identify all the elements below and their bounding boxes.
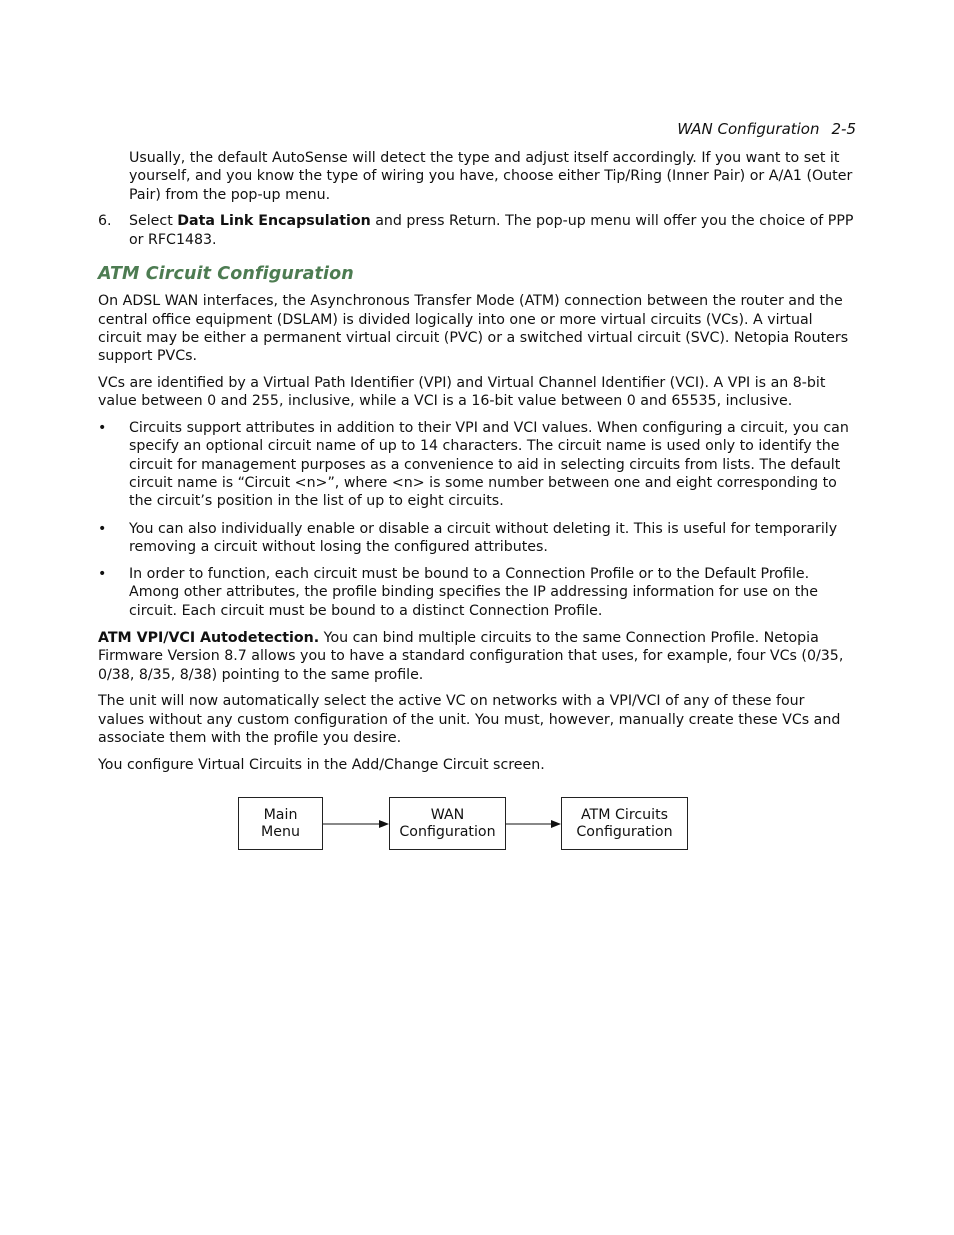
box-label: WAN Configuration	[399, 806, 496, 840]
autodetection-label: ATM VPI/VCI Autodetection.	[98, 630, 320, 647]
step-text-pre: Select	[129, 213, 178, 230]
bullet-symbol: •	[98, 566, 107, 583]
bullet-text: In order to function, each circuit must be bound to a Connection Profile or to the Default Profile. Among other attributes, the profile binding specifies the IP addressing information for use on the circuit. Each circuit must be bound to a distinct Connection Profile.	[129, 566, 818, 619]
box-label: Main Menu	[261, 806, 300, 840]
running-header	[677, 120, 856, 138]
bullet-item	[98, 565, 854, 620]
box-wan-configuration	[389, 797, 506, 850]
paragraph-configure-vc: You configure Virtual Circuits in the Add/Change Circuit screen.	[98, 756, 545, 773]
bullet-text: Circuits support attributes in addition to their VPI and VCI values. When configuring a circuit, you can specify an optional circuit name of up to 14 characters. The circuit name is used only to identify the circuit for management purposes as a convenience to aid in selecting circuits from lists. The default circuit name is “Circuit <n>”, where <n> is some number between one and eight corresponding to the circuit’s position in the list of up to eight circuits.	[129, 420, 849, 510]
section-heading: ATM Circuit Configuration	[98, 263, 354, 284]
paragraph-autodetection	[98, 629, 854, 684]
header-section-title: WAN Configuration	[677, 120, 820, 138]
bullet-symbol: •	[98, 520, 107, 537]
bullet-text: You can also individually enable or disable a circuit without deleting it. This is useful for temporarily removing a circuit without losing the configured attributes.	[129, 520, 838, 555]
page-body	[98, 149, 854, 783]
autodetection-text: You can bind multiple circuits to the same Connection Profile. Netopia Firmware Version 8.7 allows you to have a standard configuration that uses, for example, four VCs (0/35, 0/38, 8/35, 8/38) pointing to the same profile.	[98, 630, 844, 683]
paragraph-auto-select: The unit will now automatically select the active VC on networks with a VPI/VCI of any of these four values without any custom configuration of the unit. You must, however, manually create these VCs and associate them with the profile you desire.	[98, 693, 841, 747]
step-text-post: and press Return. The pop-up menu will offer you the choice of PPP or RFC1483.	[129, 213, 854, 248]
box-main-menu	[238, 797, 323, 850]
header-page-number: 2-5	[831, 120, 856, 138]
box-label: ATM Circuits Configuration	[576, 806, 673, 840]
bullet-item	[98, 419, 854, 510]
paragraph-atm-intro: On ADSL WAN interfaces, the Asynchronous Transfer Mode (ATM) connection between the router and the central office equipment (DSLAM) is divided logically into one or more virtual circuits (VCs). A virtual circuit may be either a permanent virtual circuit (PVC) or a switched virtual circuit (SVC). Netopia Routers support PVCs.	[98, 293, 849, 365]
step-number: 6.	[98, 213, 112, 230]
paragraph-vpi-vci: VCs are identified by a Virtual Path Identifier (VPI) and Virtual Channel Identifier (VCI). A VPI is an 8-bit value between 0 and 255, inclusive, while a VCI is a 16-bit value between 0 and 65535, inclusive.	[98, 374, 826, 410]
bullet-symbol: •	[98, 420, 107, 437]
step-text-bold: Data Link Encapsulation	[177, 213, 371, 230]
bullet-item	[98, 520, 854, 557]
intro-paragraph: Usually, the default AutoSense will detect the type and adjust itself accordingly. If you want to set it yourself, and you know the type of wiring you have, choose either Tip/Ring (Inner Pair) or A/A1 (Outer Pair) from the pop-up menu.	[129, 150, 853, 203]
navigation-path-diagram	[238, 797, 688, 853]
step-6	[98, 212, 854, 249]
box-atm-circuits-configuration	[561, 797, 688, 850]
